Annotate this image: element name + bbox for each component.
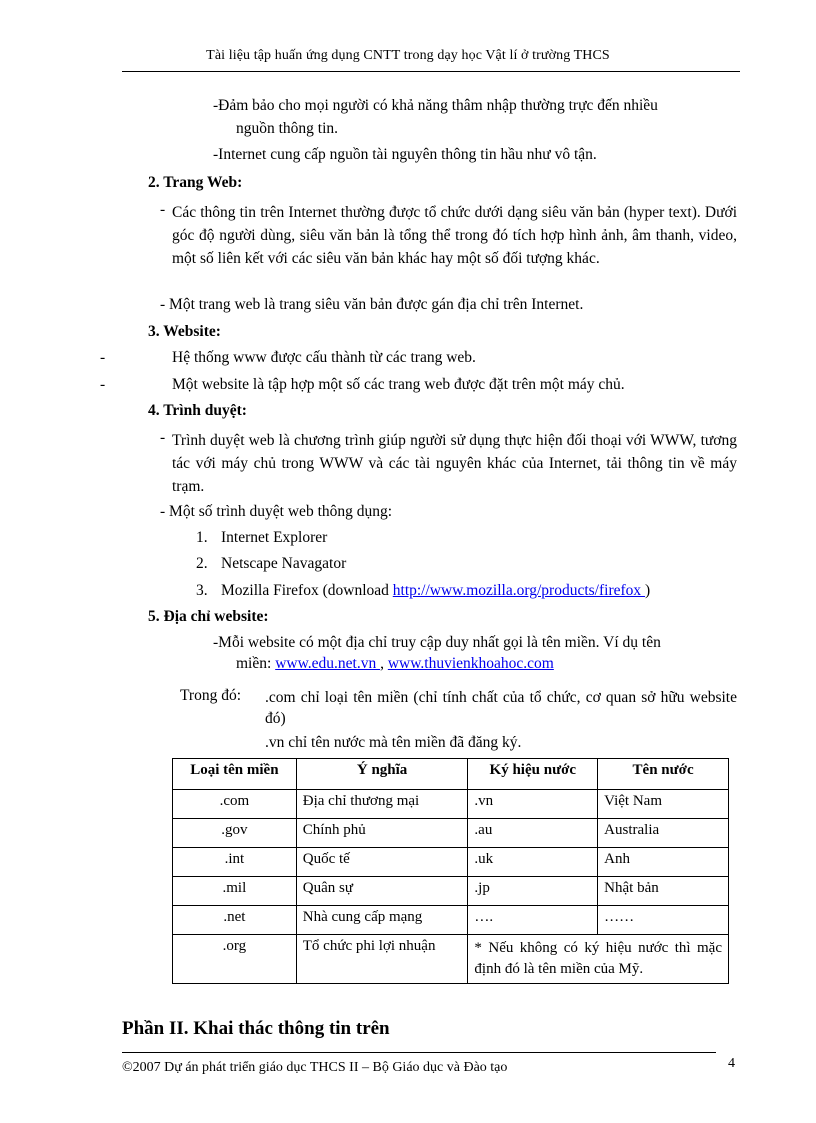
- section-5-bullet-1: -Mỗi website có một địa chỉ truy cập duy nhất gọi là tên miền. Ví dụ tên: [213, 634, 661, 651]
- cell-country-name: Anh: [598, 848, 729, 877]
- table-row: [173, 935, 729, 984]
- cell-country-name: ……: [598, 906, 729, 935]
- section-2-bullet-1: Các thông tin trên Internet thường được tổ chức dưới dạng siêu văn bản (hyper text). Dưới góc độ người dùng, siêu văn bản là tổng thể trong đó tích hợp hình ảnh, âm thanh, video, một số liên kết với các siêu văn bản khác hay một số đối tượng khác.: [172, 204, 737, 267]
- browser-list-item-2: Netscape Navagator: [221, 555, 347, 572]
- section-3-bullet-2-dash: -: [100, 376, 106, 393]
- section-3-heading: 3. Website:: [148, 323, 221, 340]
- browser-list-num-3: 3.: [196, 582, 208, 599]
- browser-list-num-2: 2.: [196, 555, 208, 572]
- section-3-bullet-1: Hệ thống www được cấu thành từ các trang web.: [172, 349, 476, 366]
- cell-meaning: Quốc tế: [296, 848, 468, 877]
- table-row: [173, 906, 729, 935]
- browser-list-item-1: Internet Explorer: [221, 529, 328, 546]
- intro-bullet-1-cont: nguồn thông tin.: [236, 120, 339, 137]
- cell-domain: .org: [173, 935, 297, 984]
- cell-country-code: .uk: [468, 848, 598, 877]
- section-3-bullet-1-dash: -: [100, 349, 106, 366]
- table-row: [173, 819, 729, 848]
- cell-country-name: Nhật bản: [598, 877, 729, 906]
- cell-meaning: Chính phủ: [296, 819, 468, 848]
- edu-net-link[interactable]: www.edu.net.vn: [275, 655, 381, 672]
- domain-example-prefix: miền:: [236, 655, 276, 672]
- section-5-bullet-1-cont: [236, 655, 554, 673]
- part-title: Phần II. Khai thác thông tin trên: [122, 1018, 390, 1039]
- cell-us-default-note: * Nếu không có ký hiệu nước thì mặc định đó là tên miền của Mỹ.: [468, 935, 729, 984]
- col-header-domain-type: Loại tên miền: [173, 759, 297, 790]
- where-explanation-1: .com chỉ loại tên miền (chỉ tính chất của tổ chức, cơ quan sở hữu website đó): [265, 689, 737, 727]
- where-explanation-2: .vn chỉ tên nước mà tên miền đã đăng ký.: [265, 734, 522, 751]
- firefox-link[interactable]: http://www.mozilla.org/products/firefox: [392, 582, 646, 599]
- table-row: [173, 848, 729, 877]
- section-2-heading: 2. Trang Web:: [148, 174, 243, 191]
- cell-country-name: Việt Nam: [598, 790, 729, 819]
- cell-country-code: ….: [468, 906, 598, 935]
- browser-list-item-3: [221, 582, 650, 600]
- thuvienkhoahoc-link[interactable]: www.thuvienkhoahoc.com: [387, 655, 554, 672]
- cell-country-code: .jp: [468, 877, 598, 906]
- browser-list-item-3-text: Mozilla Firefox (download: [221, 582, 393, 599]
- table-row: [173, 877, 729, 906]
- section-4-heading: 4. Trình duyệt:: [148, 402, 247, 419]
- cell-country-code: .au: [468, 819, 598, 848]
- cell-domain: .mil: [173, 877, 297, 906]
- domain-table: [172, 758, 729, 984]
- section-2-bullet-2: - Một trang web là trang siêu văn bản được gán địa chỉ trên Internet.: [160, 296, 584, 313]
- cell-domain: .gov: [173, 819, 297, 848]
- footer-rule: [122, 1052, 716, 1053]
- intro-bullet-1: -Đảm bảo cho mọi người có khả năng thâm nhập thường trực đến nhiều: [213, 97, 658, 114]
- cell-country-name: Australia: [598, 819, 729, 848]
- header-rule: [122, 71, 740, 72]
- browser-list-num-1: 1.: [196, 529, 208, 546]
- domain-example-separator: ,: [380, 655, 388, 672]
- page-number: 4: [728, 1056, 735, 1071]
- page-header: Tài liệu tập huấn ứng dụng CNTT trong dạy học Vật lí ở trường THCS: [206, 48, 610, 63]
- section-4-bullet-1: Trình duyệt web là chương trình giúp người sử dụng thực hiện đối thoại với WWW, tương tác với máy chủ trong WWW và các tài nguyên khác của Internet, tải thông tin về máy trạm.: [172, 432, 737, 495]
- section-3-bullet-2: Một website là tập hợp một số các trang web được đặt trên một máy chủ.: [172, 376, 625, 393]
- section-2-bullet-dash: -: [160, 201, 166, 218]
- cell-meaning: Quân sự: [296, 877, 468, 906]
- col-header-meaning: Ý nghĩa: [296, 759, 468, 790]
- col-header-country-code: Ký hiệu nước: [468, 759, 598, 790]
- cell-meaning: Địa chỉ thương mại: [296, 790, 468, 819]
- section-5-heading: 5. Địa chỉ website:: [148, 608, 269, 625]
- section-4-bullet-dash: -: [160, 429, 166, 446]
- browser-list-item-3-close: ): [645, 582, 651, 599]
- intro-bullet-2: -Internet cung cấp nguồn tài nguyên thông tin hầu như vô tận.: [213, 146, 597, 163]
- cell-country-code: .vn: [468, 790, 598, 819]
- cell-domain: .com: [173, 790, 297, 819]
- cell-domain: .int: [173, 848, 297, 877]
- table-row: [173, 790, 729, 819]
- where-label: Trong đó:: [180, 687, 242, 704]
- cell-meaning: Nhà cung cấp mạng: [296, 906, 468, 935]
- table-header-row: [173, 759, 729, 790]
- cell-domain: .net: [173, 906, 297, 935]
- col-header-country-name: Tên nước: [598, 759, 729, 790]
- cell-meaning: Tổ chức phi lợi nhuận: [296, 935, 468, 984]
- footer-text: ©2007 Dự án phát triển giáo dục THCS II – Bộ Giáo dục và Đào tạo: [122, 1060, 508, 1075]
- section-4-bullet-2: - Một số trình duyệt web thông dụng:: [160, 503, 393, 520]
